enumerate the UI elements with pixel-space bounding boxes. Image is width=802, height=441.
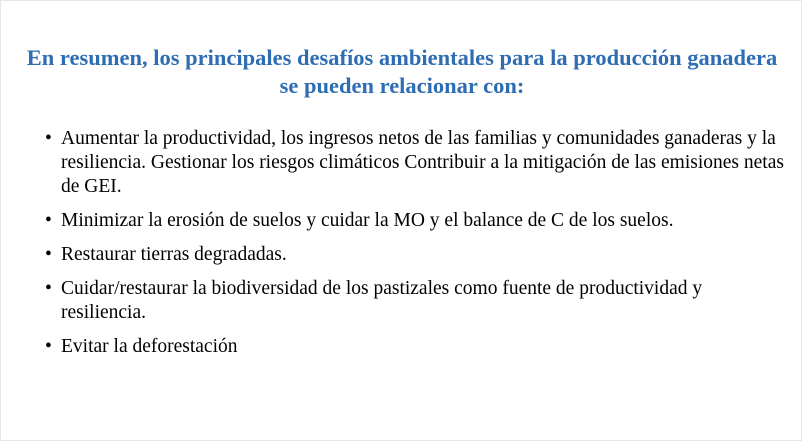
- bullet-text: Minimizar la erosión de suelos y cuidar la MO y el balance de C de los suelos.: [61, 210, 674, 231]
- bullet-item: [45, 127, 785, 199]
- bullet-text: Evitar la deforestación: [61, 336, 238, 357]
- bullet-text: Cuidar/restaurar la biodiversidad de los pastizales como fuente de productividad y resiliencia.: [61, 278, 703, 323]
- bullet-dot-icon: •: [45, 244, 52, 265]
- slide-title: En resumen, los principales desafíos ambientales para la producción ganadera se pueden relacionar con:: [26, 45, 778, 98]
- bullet-dot-icon: •: [45, 336, 52, 357]
- bullet-dot-icon: •: [45, 278, 52, 299]
- bullet-item: [45, 243, 785, 267]
- bullet-dot-icon: •: [45, 128, 52, 149]
- bullet-text: Restaurar tierras degradadas.: [61, 244, 287, 265]
- bullet-item: [45, 335, 785, 359]
- bullet-item: [45, 277, 785, 325]
- bullet-list: [45, 127, 785, 369]
- bullet-text: Aumentar la productividad, los ingresos netos de las familias y comunidades ganaderas y la resiliencia. Gestionar los riesgos climáticos Contribuir a la mitigación de las emisiones netas de GEI.: [61, 128, 784, 197]
- bullet-dot-icon: •: [45, 210, 52, 231]
- bullet-item: [45, 209, 785, 233]
